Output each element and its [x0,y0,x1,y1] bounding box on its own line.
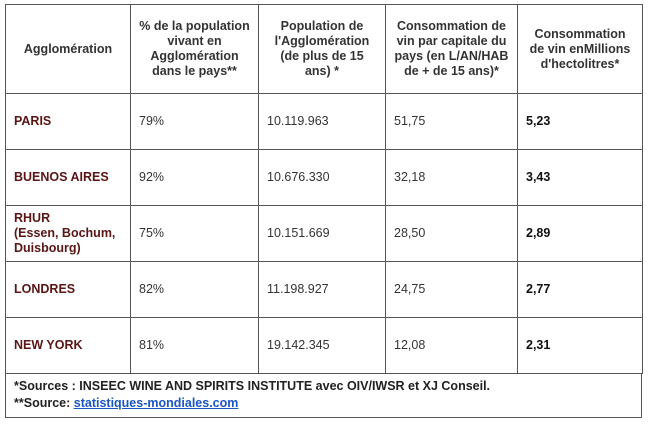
cell-population: 19.142.345 [259,318,386,374]
table-row [6,318,643,374]
source-notes [5,374,642,418]
source-note-2 [14,395,633,412]
wine-table-container [5,4,642,418]
cell-city [6,318,131,374]
cell-population: 10.676.330 [259,150,386,206]
cell-per-capita: 32,18 [386,150,518,206]
source-note-2-prefix: **Source: [14,396,74,410]
table-body [6,94,643,374]
header-population: Population de l'Agglomération (de plus de 15 ans) * [259,5,386,94]
cell-city [6,262,131,318]
header-population-percent: % de la population vivant en Agglomération dans le pays** [131,5,259,94]
cell-population: 10.151.669 [259,206,386,262]
cell-consumption: 2,89 [518,206,643,262]
cell-consumption: 3,43 [518,150,643,206]
table-row [6,150,643,206]
cell-per-capita: 12,08 [386,318,518,374]
cell-population: 11.198.927 [259,262,386,318]
cell-population-percent: 82% [131,262,259,318]
header-row [6,5,643,94]
cell-city [6,206,131,262]
header-total-consumption: Consommation de vin enMillions d'hectolitres* [518,5,643,94]
cell-per-capita: 51,75 [386,94,518,150]
cell-consumption: 5,23 [518,94,643,150]
city-name-line: NEW YORK [14,338,83,352]
city-name-line: RHUR [14,211,51,225]
table-row [6,94,643,150]
city-name-line: (Essen, Bochum, [14,226,116,240]
cell-population-percent: 81% [131,318,259,374]
cell-population-percent: 79% [131,94,259,150]
source-link[interactable]: statistiques-mondiales.com [73,396,239,410]
header-per-capita-consumption: Consommation de vin par capitale du pays (en L/AN/HAB de + de 15 ans)* [386,5,518,94]
cell-city [6,150,131,206]
cell-consumption: 2,77 [518,262,643,318]
city-name-line: BUENOS AIRES [14,170,109,184]
wine-consumption-table [5,4,643,374]
cell-population-percent: 75% [131,206,259,262]
cell-population-percent: 92% [131,150,259,206]
table-row [6,262,643,318]
table-row [6,206,643,262]
cell-city [6,94,131,150]
cell-consumption: 2,31 [518,318,643,374]
header-agglomeration: Agglomération [6,5,131,94]
cell-per-capita: 24,75 [386,262,518,318]
cell-population: 10.119.963 [259,94,386,150]
city-name-line: LONDRES [14,282,76,296]
cell-per-capita: 28,50 [386,206,518,262]
city-name-line: PARIS [14,114,52,128]
city-name-line: Duisbourg) [14,241,81,255]
source-note-1: *Sources : INSEEC WINE AND SPIRITS INSTITUTE avec OIV/IWSR et XJ Conseil. [14,379,491,393]
